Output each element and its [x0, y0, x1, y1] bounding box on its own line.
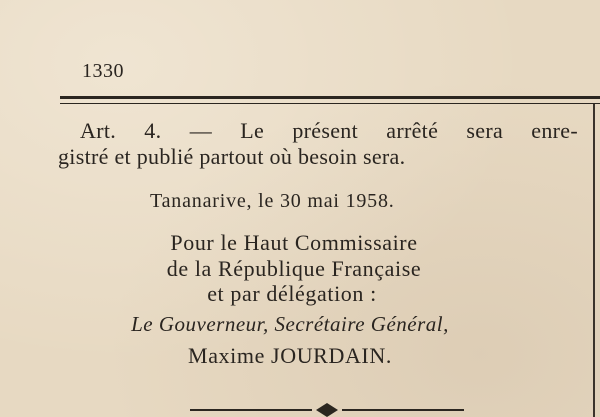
signatory-name: Maxime JOURDAIN.	[188, 343, 392, 368]
page-number: 1330	[82, 60, 124, 82]
signatory-line-3: et par délégation :	[207, 281, 377, 306]
signatory-line-1: Pour le Haut Commissaire	[170, 230, 418, 255]
footer-ornament-rule	[190, 403, 464, 417]
place-and-date: Tananarive, le 30 mai 1958.	[150, 190, 395, 212]
signatory-title: Le Gouverneur, Secrétaire Général,	[131, 312, 449, 336]
article-paragraph	[58, 118, 578, 170]
header-rule-thin	[60, 103, 600, 104]
article-line-2: gistré et publié partout où besoin sera.	[58, 144, 406, 169]
header-rule-thick	[60, 96, 600, 99]
signatory-line-2: de la République Française	[166, 256, 422, 281]
article-line-1: Art. 4. — Le présent arrêté sera enre-	[80, 118, 578, 143]
